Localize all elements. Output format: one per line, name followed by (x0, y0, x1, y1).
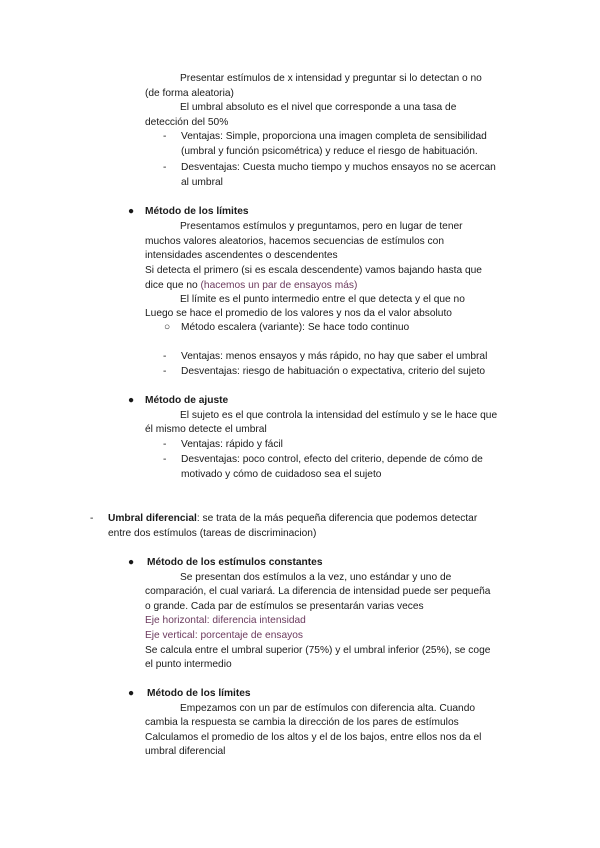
circle-bullet-icon: ○ (164, 322, 171, 333)
sub-item: Método escalera (variante): Se hace todo continuo (181, 322, 410, 333)
paragraph-line: Presentar estímulos de x intensidad y preguntar si lo detectan o no (180, 73, 482, 84)
paragraph-line: El límite es el punto intermedio entre el que detecta y el que no (180, 294, 465, 305)
paragraph-line (108, 512, 477, 526)
paragraph-line: detección del 50% (145, 117, 229, 128)
ventajas-line: Ventajas: Simple, proporciona una imagen completa de sensibilidad (181, 131, 487, 142)
paragraph-line: el punto intermedio (145, 659, 232, 670)
paragraph-line: Calculamos el promedio de los altos y el de los bajos, entre ellos nos da el (145, 732, 482, 743)
term-label: Umbral diferencial (108, 513, 197, 524)
highlight-text: (hacemos un par de ensayos más) (200, 280, 358, 291)
desventajas-line: Desventajas: Cuesta mucho tiempo y muchos ensayos no se acercan (181, 162, 496, 173)
ventajas-line: Ventajas: menos ensayos y más rápido, no hay que saber el umbral (181, 351, 488, 362)
paragraph-line: Se presentan dos estímulos a la vez, uno estándar y uno de (180, 572, 452, 583)
dash-bullet: - (163, 351, 167, 362)
section-heading: Método de ajuste (145, 395, 229, 406)
paragraph-line: umbral diferencial (145, 746, 226, 757)
paragraph-line: comparación, el cual variará. La diferencia de intensidad puede ser pequeña (145, 586, 491, 597)
paragraph-line: cambia la respuesta se cambia la dirección de los pares de estímulos (145, 717, 459, 728)
paragraph-line: El sujeto es el que controla la intensidad del estímulo y se le hace que (180, 410, 498, 421)
ventajas-line: (umbral y función psicométrica) y reduce el riesgo de habituación. (181, 146, 478, 157)
paragraph-line: Si detecta el primero (si es escala descendente) vamos bajando hasta que (145, 265, 482, 276)
desventajas-line: motivado y cómo de cuidadoso sea el sujeto (181, 469, 382, 480)
paragraph-line: El umbral absoluto es el nivel que corresponde a una tasa de (180, 102, 457, 113)
paragraph-line: Luego se hace el promedio de los valores y nos da el valor absoluto (145, 308, 452, 319)
paragraph-line: Empezamos con un par de estímulos con diferencia alta. Cuando (180, 703, 476, 714)
text-span: : se trata de la más pequeña diferencia que podemos detectar (196, 513, 478, 524)
paragraph-line (145, 279, 357, 293)
dash-bullet: - (163, 131, 167, 142)
ventajas-line: Ventajas: rápido y fácil (181, 439, 283, 450)
desventajas-line: Desventajas: riesgo de habituación o expectativa, criterio del sujeto (181, 366, 486, 377)
highlight-text: Eje horizontal: diferencia intensidad (145, 615, 306, 626)
bullet-icon: ● (128, 206, 135, 217)
dash-bullet: - (163, 439, 167, 450)
text-span: dice que no (145, 280, 201, 291)
paragraph-line: (de forma aleatoria) (145, 88, 234, 99)
section-heading: Método de los límites (147, 688, 251, 699)
paragraph-line: o grande. Cada par de estímulos se presentarán varias veces (145, 601, 424, 612)
dash-bullet: - (163, 162, 167, 173)
section-heading: Método de los estímulos constantes (147, 557, 323, 568)
highlight-text: Eje vertical: porcentaje de ensayos (145, 630, 303, 641)
paragraph-line: entre dos estímulos (tareas de discriminacion) (108, 528, 317, 539)
dash-bullet: - (163, 366, 167, 377)
paragraph-line: él mismo detecte el umbral (145, 424, 267, 435)
dash-bullet: - (90, 513, 94, 524)
bullet-icon: ● (128, 688, 135, 699)
dash-bullet: - (163, 454, 167, 465)
paragraph-line: Se calcula entre el umbral superior (75%) y el umbral inferior (25%), se coge (145, 645, 491, 656)
paragraph-line: muchos valores aleatorios, hacemos secuencias de estímulos con (145, 236, 444, 247)
desventajas-line: al umbral (181, 177, 223, 188)
section-heading: Método de los límites (145, 206, 249, 217)
bullet-icon: ● (128, 395, 135, 406)
paragraph-line: intensidades ascendentes o descendentes (145, 250, 338, 261)
paragraph-line: Presentamos estímulos y preguntamos, pero en lugar de tener (180, 221, 463, 232)
desventajas-line: Desventajas: poco control, efecto del criterio, depende de cómo de (181, 454, 483, 465)
bullet-icon: ● (128, 557, 135, 568)
